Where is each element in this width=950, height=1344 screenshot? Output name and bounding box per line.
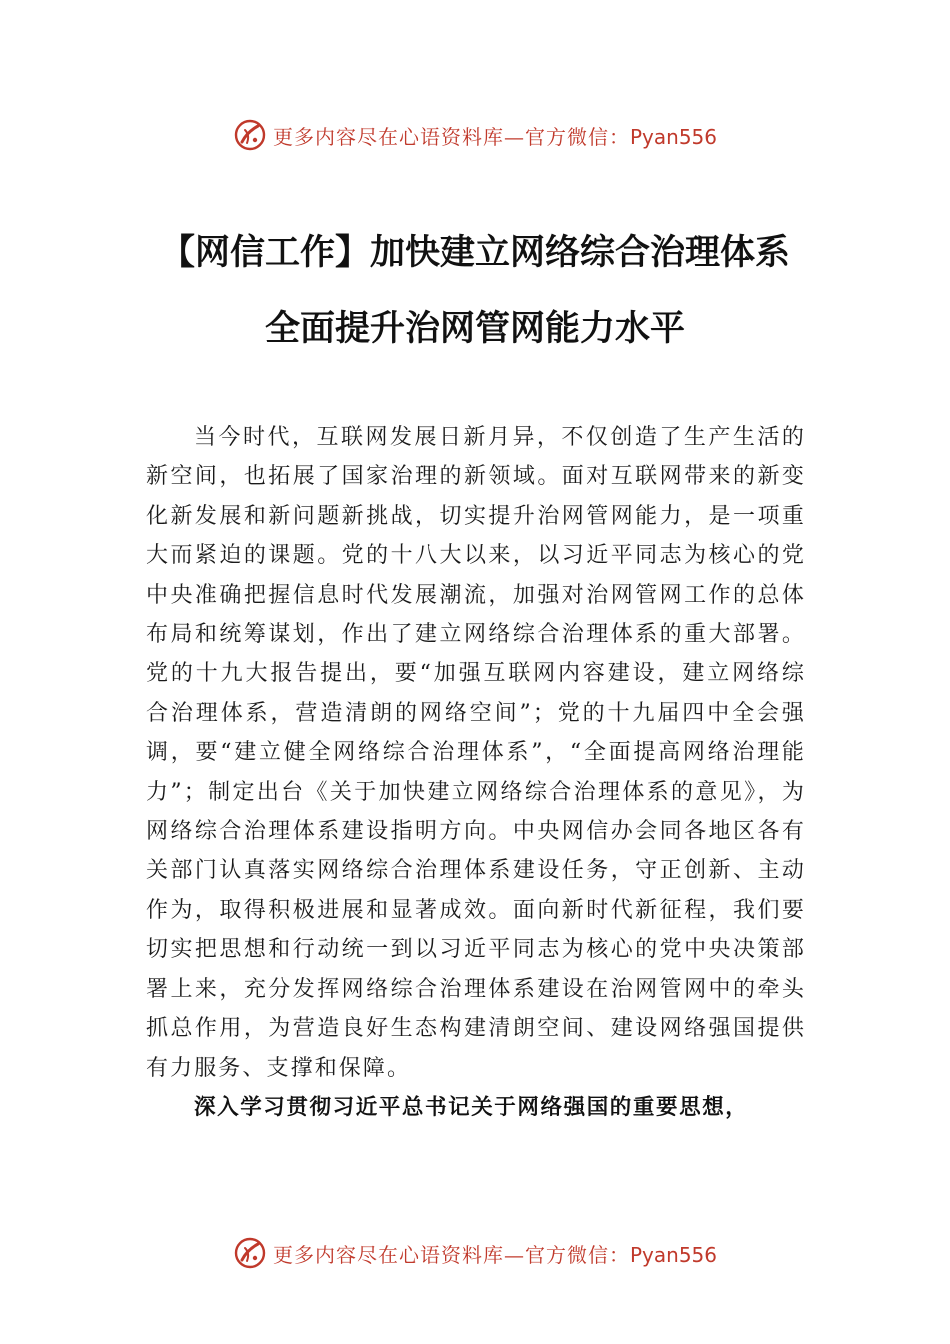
brush-seal-icon bbox=[233, 118, 267, 152]
watermark-footer bbox=[0, 1233, 950, 1273]
document-title-line-2: 全面提升治网管网能力水平 bbox=[264, 309, 685, 349]
document-title-line-1: 【网信工作】加快建立网络综合治理体系 bbox=[159, 233, 790, 273]
section-lead-heading: 深入学习贯彻习近平总书记关于网络强国的重要思想， bbox=[194, 1095, 749, 1120]
body-paragraph: 当今时代，互联网发展日新月异，不仅创造了生产生活的新空间，也拓展了国家治理的新领域。面对互联网带来的新变化新发展和新问题新挑战，切实提升治网管网能力，是一项重大而紧迫的课题。党的十八大以来，以习近平同志为核心的党中央准确把握信息时代发展潮流，加强对治网管网工作的总体布局和统筹谋划，作出了建立网络综合治理体系的重大部署。党的十九大报告提出，要“加强互联网内容建设，建立网络综合治理体系，营造清朗的网络空间”；党的十九届四中全会强调，要“建立健全网络综合治理体系”，“全面提高网络治理能力”；制定出台《关于加快建立网络综合治理体系的意见》，为网络综合治理体系建设指明方向。中央网信办会同各地区各有关部门认真落实网络综合治理体系建设任务，守正创新、主动作为，取得积极进展和显著成效。面向新时代新征程，我们要切实把思想和行动统一到以习近平同志为核心的党中央决策部署上来，充分发挥网络综合治理体系建设在治网管网中的牵头抓总作用，为营造良好生态构建清朗空间、建设网络强国提供有力服务、支撑和保障。 bbox=[146, 425, 806, 1081]
watermark-header bbox=[0, 115, 950, 155]
watermark-text: 更多内容尽在心语资料库—官方微信：Pyan556 bbox=[272, 124, 717, 149]
wechat-id: Pyan556 bbox=[629, 1242, 717, 1267]
brush-seal-icon bbox=[233, 1236, 267, 1270]
wechat-id: Pyan556 bbox=[629, 124, 717, 149]
watermark-text: 更多内容尽在心语资料库—官方微信：Pyan556 bbox=[272, 1242, 717, 1267]
